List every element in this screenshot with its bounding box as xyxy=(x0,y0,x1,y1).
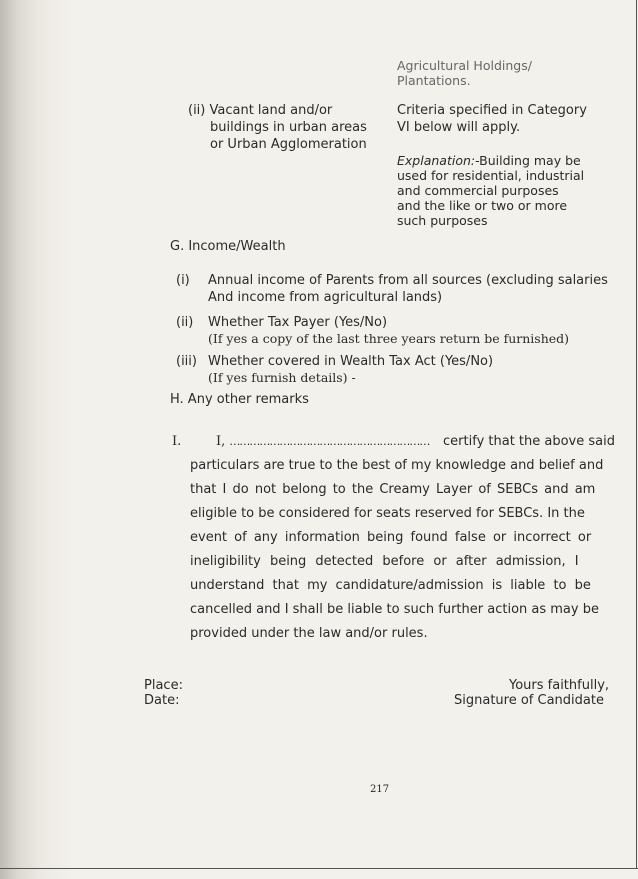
explanation-line5: such purposes xyxy=(397,213,488,228)
criteria-line2: VI below will apply. xyxy=(397,120,521,135)
income-item-3-line1: Whether covered in Wealth Tax Act (Yes/No) xyxy=(208,354,494,369)
signature-label: Signature of Candidate xyxy=(454,693,604,708)
income-item-1-num: (i) xyxy=(176,273,190,288)
vacant-land-line1: (ii) Vacant land and/or xyxy=(188,103,333,118)
declaration-pronoun: I, xyxy=(216,434,226,449)
income-item-1-line2: And income from agricultural lands) xyxy=(208,290,443,305)
vacant-land-line3: or Urban Agglomeration xyxy=(210,137,367,152)
declaration-line2: particulars are true to the best of my knowledge and belief and xyxy=(190,458,604,473)
explanation-line4: and the like or two or more xyxy=(397,198,568,213)
criteria-line1: Criteria specified in Category xyxy=(397,103,587,118)
section-g-heading: G. Income/Wealth xyxy=(170,239,286,254)
agri-holdings-line2: Plantations. xyxy=(397,73,471,88)
declaration-line1-end: certify that the above said xyxy=(443,434,615,449)
declaration-name-blank: …………………………………………………… xyxy=(229,435,430,448)
page-number: 217 xyxy=(370,784,390,795)
explanation-line3: and commercial purposes xyxy=(397,183,559,198)
income-item-2-line1: Whether Tax Payer (Yes/No) xyxy=(208,315,388,330)
income-item-2-line2: (If yes a copy of the last three years return be furnished) xyxy=(208,331,570,346)
explanation-label: Explanation: xyxy=(397,153,476,168)
vacant-land-line2: buildings in urban areas xyxy=(210,120,367,135)
explanation-line1-rest: -Building may be xyxy=(475,153,581,168)
income-item-1-line1: Annual income of Parents from all sources (excluding salaries xyxy=(208,273,608,288)
income-item-3-num: (iii) xyxy=(176,354,197,369)
income-item-3-line2: (If yes furnish details) - xyxy=(208,370,356,385)
place-label: Place: xyxy=(144,678,183,693)
income-item-2-num: (ii) xyxy=(176,315,194,330)
declaration-line1 xyxy=(190,430,615,454)
section-h-heading: H. Any other remarks xyxy=(170,392,309,407)
explanation-line1 xyxy=(397,153,581,168)
declaration-paragraph xyxy=(190,430,615,646)
scan-edge-shadow xyxy=(0,0,70,879)
agri-holdings-line1: Agricultural Holdings/ xyxy=(397,58,532,73)
page-border-bottom xyxy=(0,868,638,869)
declaration-line6: ineligibility being detected before or after admission, I xyxy=(190,554,579,569)
explanation-line2: used for residential, industrial xyxy=(397,168,585,183)
declaration-line4: eligible to be considered for seats reserved for SEBCs. In the xyxy=(190,506,585,521)
declaration-line7: understand that my candidature/admission is liable to be xyxy=(190,578,591,593)
declaration-line3: that I do not belong to the Creamy Layer of SEBCs and am xyxy=(190,482,596,497)
page-border-right xyxy=(636,0,637,869)
declaration-line9: provided under the law and/or rules. xyxy=(190,626,428,641)
declaration-line5: event of any information being found false or incorrect or xyxy=(190,530,592,545)
date-label: Date: xyxy=(144,693,180,708)
declaration-line8: cancelled and I shall be liable to such further action as may be xyxy=(190,602,599,617)
declaration-number: I. xyxy=(172,434,182,449)
closing-text: Yours faithfully, xyxy=(509,678,610,693)
